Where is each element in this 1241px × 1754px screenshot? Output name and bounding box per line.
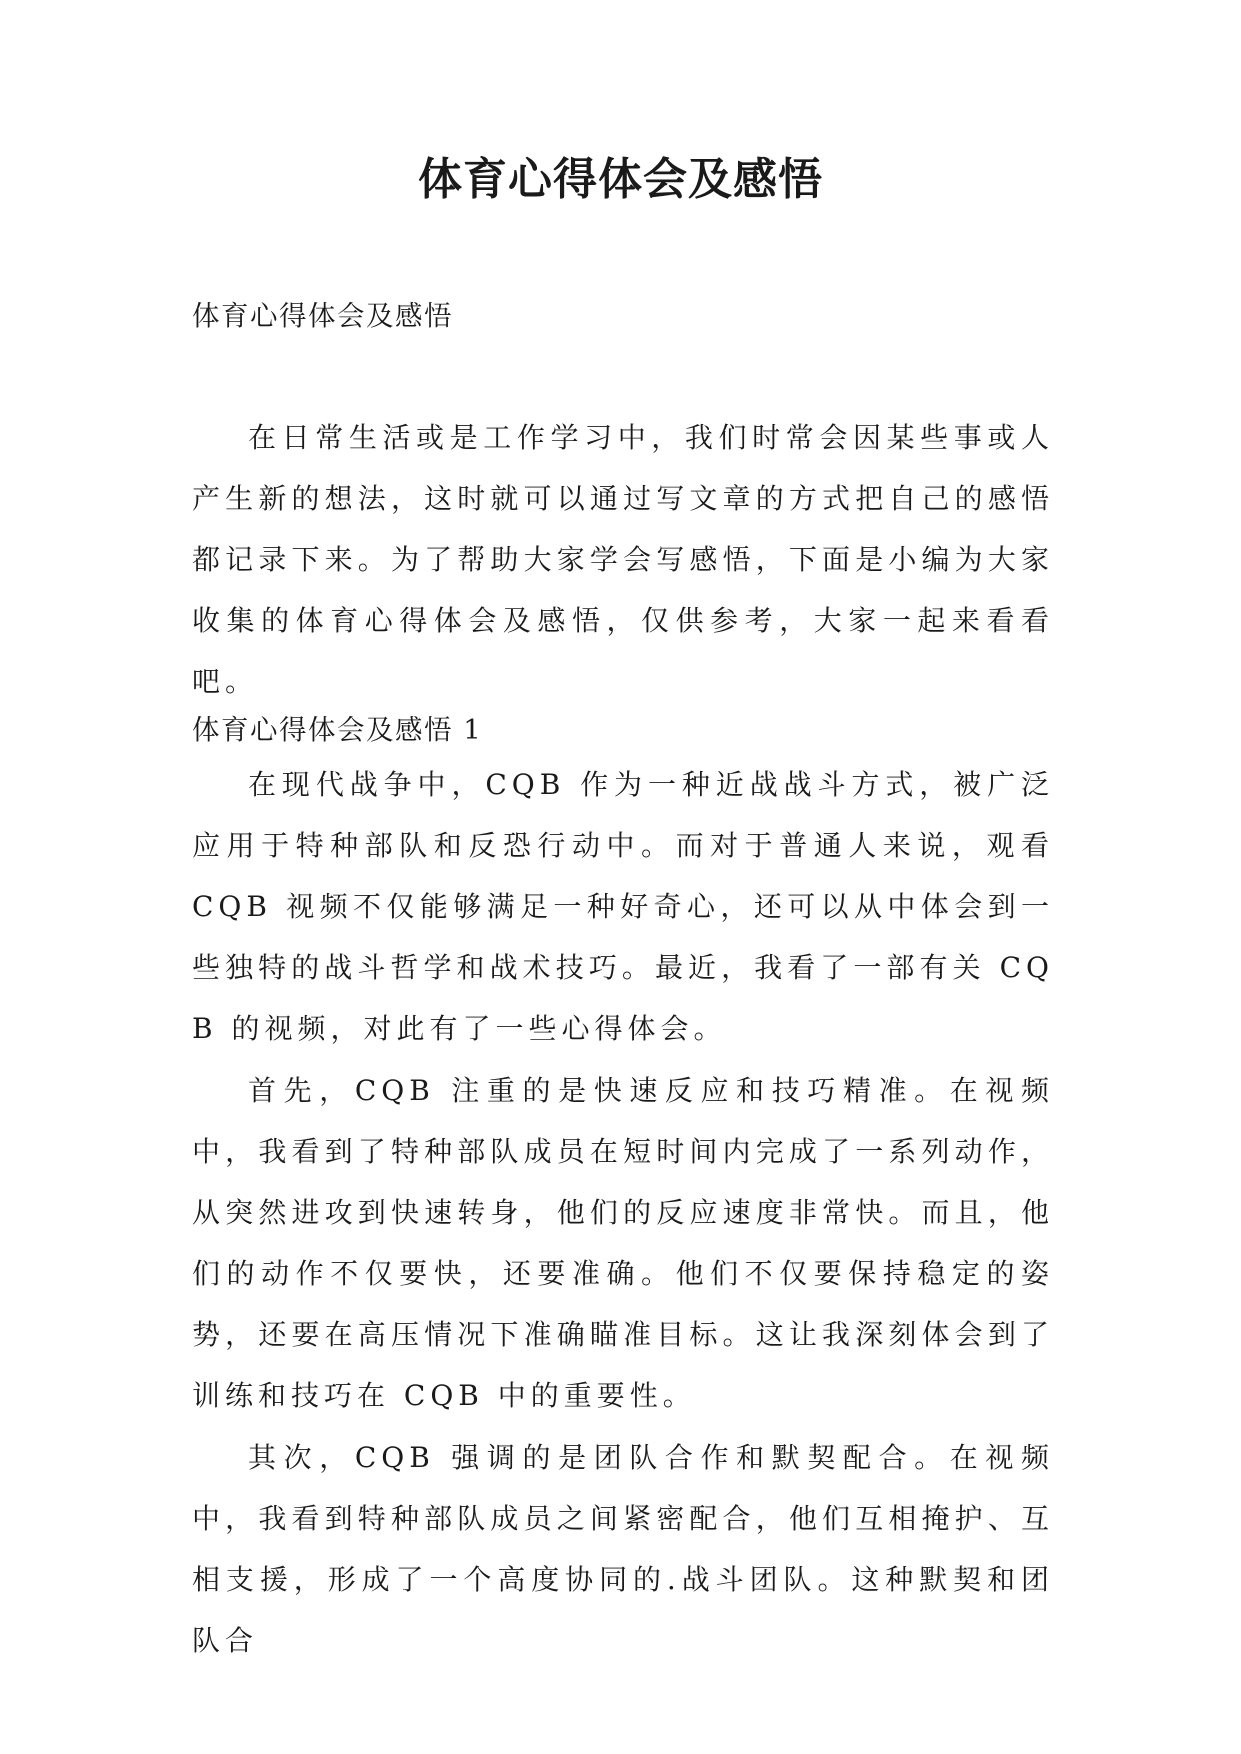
document-subtitle: 体育心得体会及感悟	[192, 300, 453, 332]
body-paragraph-2: 首先，CQB 注重的是快速反应和技巧精准。在视频中，我看到了特种部队成员在短时间内完成了一系列动作，从突然进攻到快速转身，他们的反应速度非常快。而且，他们的动作不仅要快，还要准确。他们不仅要保持稳定的姿势，还要在高压情况下准确瞄准目标。这让我深刻体会到了训练和技巧在 CQB 中的重要性。	[192, 1074, 1054, 1412]
section-heading-1: 体育心得体会及感悟 1	[192, 714, 483, 746]
intro-paragraph: 在日常生活或是工作学习中，我们时常会因某些事或人产生新的想法，这时就可以通过写文章的方式把自己的感悟都记录下来。为了帮助大家学会写感悟，下面是小编为大家收集的体育心得体会及感悟，仅供参考，大家一起来看看吧。	[192, 421, 1054, 698]
document-title: 体育心得体会及感悟	[418, 154, 823, 205]
body-paragraph-1: 在现代战争中，CQB 作为一种近战战斗方式，被广泛应用于特种部队和反恐行动中。而对于普通人来说，观看 CQB 视频不仅能够满足一种好奇心，还可以从中体会到一些独特的战斗哲学和战术技巧。最近，我看了一部有关 CQB 的视频，对此有了一些心得体会。	[192, 768, 1054, 1045]
body-paragraph-3: 其次，CQB 强调的是团队合作和默契配合。在视频中，我看到特种部队成员之间紧密配合，他们互相掩护、互相支援，形成了一个高度协同的.战斗团队。这种默契和团队合	[192, 1441, 1054, 1657]
